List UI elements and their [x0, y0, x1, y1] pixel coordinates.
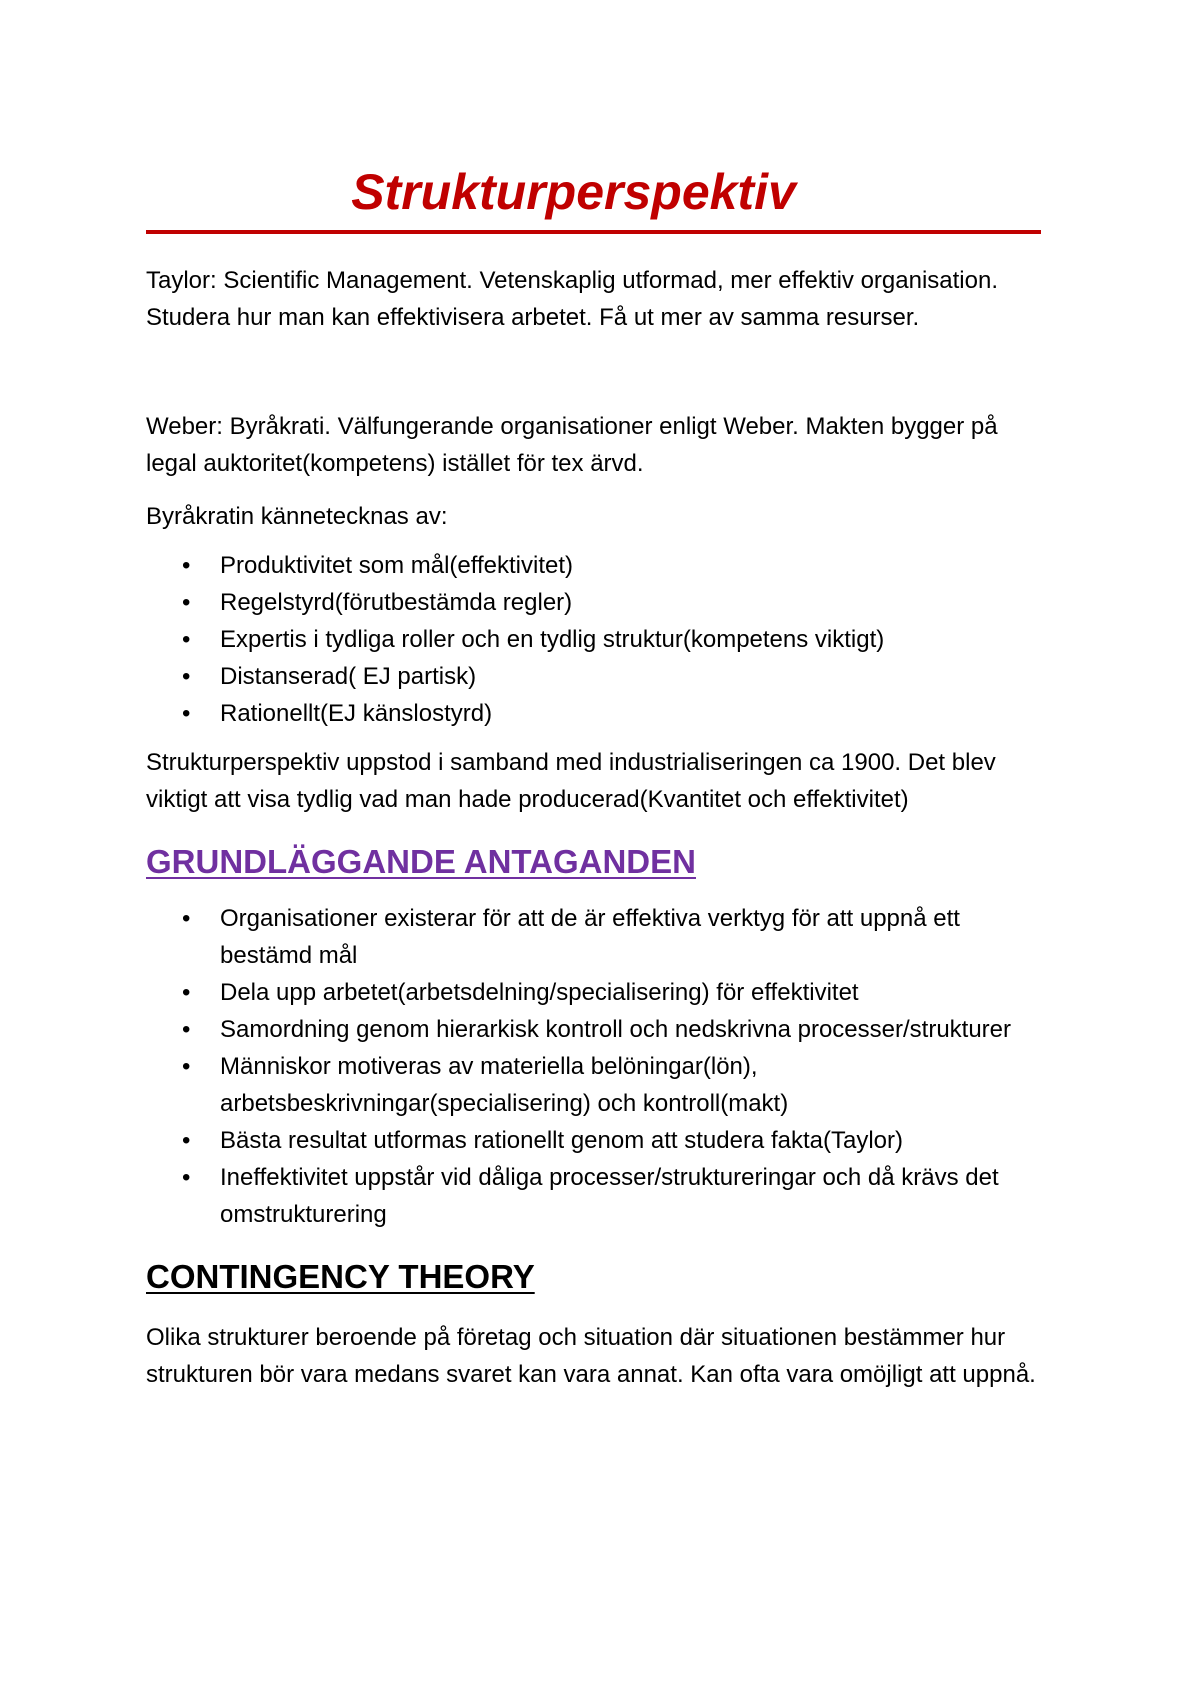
list-item: • Bästa resultat utformas rationellt genom att studera fakta(Taylor)	[146, 1122, 1046, 1159]
list-item: • Expertis i tydliga roller och en tydlig struktur(kompetens viktigt)	[146, 621, 1046, 658]
bullet-icon: •	[182, 589, 191, 616]
list-item: • Rationellt(EJ känslostyrd)	[146, 695, 1046, 732]
list-item: • Samordning genom hierarkisk kontroll och nedskrivna processer/strukturer	[146, 1011, 1046, 1048]
list-item: • Organisationer existerar för att de är effektiva verktyg för att uppnå ett bestämd mål	[146, 900, 1046, 974]
title-underline	[146, 150, 1041, 234]
list-item: • Människor motiveras av materiella belöningar(lön), arbetsbeskrivningar(specialisering) och kontroll(makt)	[146, 1048, 1046, 1122]
bullet-icon: •	[182, 1127, 191, 1154]
bullet-icon: •	[182, 1053, 191, 1080]
bullet-icon: •	[182, 1164, 191, 1191]
paragraph-byrakrati-intro: Byråkratin kännetecknas av:	[146, 503, 448, 530]
heading-grundlaggande: GRUNDLÄGGANDE ANTAGANDEN	[146, 843, 696, 880]
paragraph-strukturperspektiv: Strukturperspektiv uppstod i samband med industrialiseringen ca 1900. Det blev viktigt att visa tydlig vad man hade producerad(Kvantitet och effektivitet)	[146, 749, 996, 813]
grund-list	[146, 900, 1046, 1233]
bullet-icon: •	[182, 1016, 191, 1043]
document-page	[146, 150, 1046, 1393]
bullet-icon: •	[182, 979, 191, 1006]
list-item: • Dela upp arbetet(arbetsdelning/specialisering) för effektivitet	[146, 974, 1046, 1011]
byrakrati-list	[146, 547, 1046, 732]
paragraph-weber: Weber: Byråkrati. Välfungerande organisationer enligt Weber. Makten bygger på legal auktoritet(kompetens) istället för tex ärvd.	[146, 413, 998, 477]
list-item: • Ineffektivitet uppstår vid dåliga processer/struktureringar och då krävs det omstrukturering	[146, 1159, 1046, 1233]
heading-contingency: CONTINGENCY THEORY	[146, 1258, 535, 1295]
paragraph-contingency: Olika strukturer beroende på företag och situation där situationen bestämmer hur strukturen bör vara medans svaret kan vara annat. Kan ofta vara omöjligt att uppnå.	[146, 1324, 1036, 1388]
list-item: • Regelstyrd(förutbestämda regler)	[146, 584, 1046, 621]
list-item: • Distanserad( EJ partisk)	[146, 658, 1046, 695]
bullet-icon: •	[182, 626, 191, 653]
page-title: Strukturperspektiv	[351, 164, 796, 220]
bullet-icon: •	[182, 663, 191, 690]
paragraph-taylor: Taylor: Scientific Management. Vetenskaplig utformad, mer effektiv organisation. Studera hur man kan effektivisera arbetet. Få ut mer av samma resurser.	[146, 267, 998, 331]
bullet-icon: •	[182, 700, 191, 727]
bullet-icon: •	[182, 552, 191, 579]
bullet-icon: •	[182, 905, 191, 932]
list-item: • Produktivitet som mål(effektivitet)	[146, 547, 1046, 584]
